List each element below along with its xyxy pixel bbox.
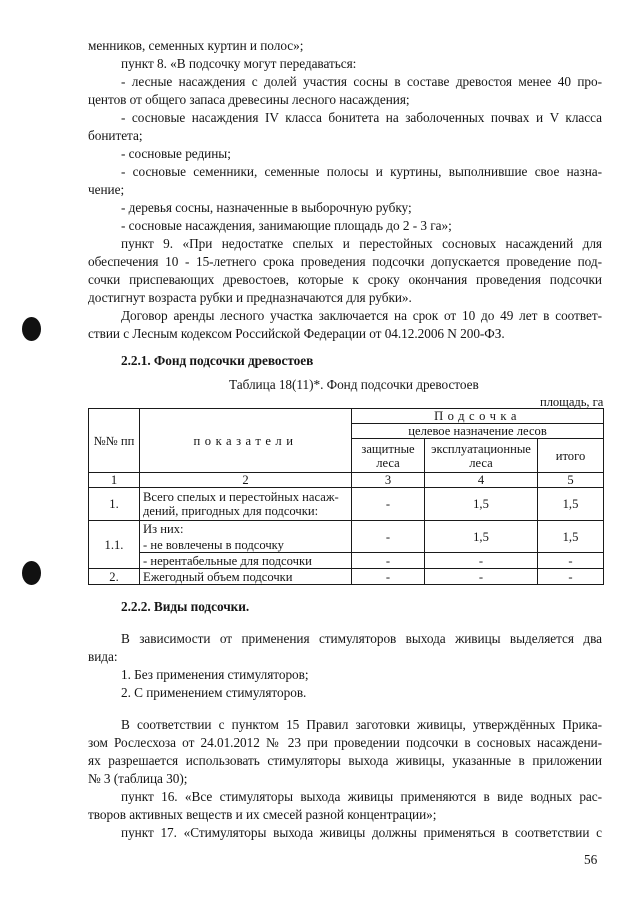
text-line: обеспечения 10 - 15-летнего срока проведения подсочки допускается проведение под- [88, 254, 602, 269]
text-line: 1. Без применения стимуляторов; [121, 667, 309, 682]
text-line: пункт 16. «Все стимуляторы выхода живицы применяются в виде водных рас- [121, 789, 602, 804]
row-label: - нерентабельные для подсочки [140, 553, 352, 569]
header-indicators: показатели [140, 409, 352, 473]
table-caption: Таблица 18(11)*. Фонд подсочки древостоев [229, 377, 479, 392]
text-line: пункт 17. «Стимуляторы выхода живицы должны применяться в соответствии с [121, 825, 602, 840]
col-number: 5 [538, 473, 604, 488]
text-line: В соответствии с пунктом 15 Правил заготовки живицы, утверждённых Прика- [121, 717, 602, 732]
text-line: сочки приспевающих древостоев, которые к сроку окончания проведения подсочки [88, 272, 602, 287]
row-exploitation: - [425, 569, 538, 585]
col-number: 3 [352, 473, 425, 488]
header-group: Подсочка [352, 409, 604, 424]
text-line: чение; [88, 182, 125, 197]
text-line: зом Рослесхоза от 24.01.2012 № 23 при проведении подсочки в сосновых насаждени- [88, 735, 602, 750]
text-line: № 3 (таблица 30); [88, 771, 188, 786]
row-total: - [538, 553, 604, 569]
text-line: - сосновые насаждения IV класса бонитета на заболоченных почвах и V класса [121, 110, 602, 125]
header-protective: защитные леса [352, 439, 425, 473]
table-unit: площадь, га [540, 395, 604, 409]
row-num: 2. [89, 569, 140, 585]
header-exploitation: эксплуатационные леса [425, 439, 538, 473]
text-line: достигнут возраста рубки и предназначаются для рубки». [88, 290, 412, 305]
text-line: ях разрешается использовать стимуляторы выхода живицы, указанные в приложении [88, 753, 602, 768]
text-line: пункт 8. «В подсочку могут передаваться: [121, 56, 357, 71]
row-protective: - [352, 569, 425, 585]
text-line: менников, семенных куртин и полос»; [88, 38, 304, 53]
row-label: Из них: [140, 521, 352, 538]
row-label: Всего спелых и перестойных насаж-дений, пригодных для подсочки: [140, 488, 352, 521]
row-label: Ежегодный объем подсочки [140, 569, 352, 585]
row-exploitation: 1,5 [425, 521, 538, 553]
table-row [89, 569, 604, 585]
row-total: 1,5 [538, 488, 604, 521]
page-number: 56 [584, 852, 598, 867]
table-row [89, 553, 604, 569]
row-total: - [538, 569, 604, 585]
header-num: №№ пп [89, 409, 140, 473]
row-exploitation: - [425, 553, 538, 569]
row-protective: - [352, 521, 425, 553]
text-line: центов от общего запаса древесины лесного насаждения; [88, 92, 410, 107]
row-total: 1,5 [538, 521, 604, 553]
text-line: - сосновые семенники, семенные полосы и куртины, выполнившие свое назна- [121, 164, 602, 179]
row-exploitation: 1,5 [425, 488, 538, 521]
binder-hole-icon [22, 561, 41, 585]
text-line: В зависимости от применения стимуляторов выхода живицы выделяется два [121, 631, 602, 646]
text-line: творов активных веществ и их смесей разной концентрации»; [88, 807, 437, 822]
text-line: - сосновые редины; [121, 146, 231, 161]
text-line: - лесные насаждения с долей участия сосны в составе древостоя менее 40 про- [121, 74, 602, 89]
header-subgroup: целевое назначение лесов [352, 424, 604, 439]
row-num: 1. [89, 488, 140, 521]
col-number: 1 [89, 473, 140, 488]
header-total: итого [538, 439, 604, 473]
text-line: вида: [88, 649, 118, 664]
text-line: пункт 9. «При недостатке спелых и перестойных сосновых насаждений для [121, 236, 602, 251]
row-num: 1.1. [89, 521, 140, 569]
forest-tapping-table [88, 408, 604, 585]
text-line: ствии с Лесным кодексом Российской Федерации от 04.12.2006 N 200-ФЗ. [88, 326, 505, 341]
text-line: бонитета; [88, 128, 143, 143]
row-label: - не вовлечены в подсочку [140, 538, 352, 553]
section-heading: 2.2.2. Виды подсочки. [121, 599, 250, 614]
text-line: Договор аренды лесного участка заключается на срок от 10 до 49 лет в соответ- [121, 308, 602, 323]
text-line: - сосновые насаждения, занимающие площадь до 2 - 3 га»; [121, 218, 452, 233]
table-row [89, 488, 604, 521]
row-protective: - [352, 553, 425, 569]
section-heading: 2.2.1. Фонд подсочки древостоев [121, 353, 314, 368]
binder-hole-icon [22, 317, 41, 341]
text-line: 2. С применением стимуляторов. [121, 685, 307, 700]
row-protective: - [352, 488, 425, 521]
text-line: - деревья сосны, назначенные в выборочную рубку; [121, 200, 412, 215]
col-number: 4 [425, 473, 538, 488]
table-row [89, 521, 604, 538]
col-number: 2 [140, 473, 352, 488]
